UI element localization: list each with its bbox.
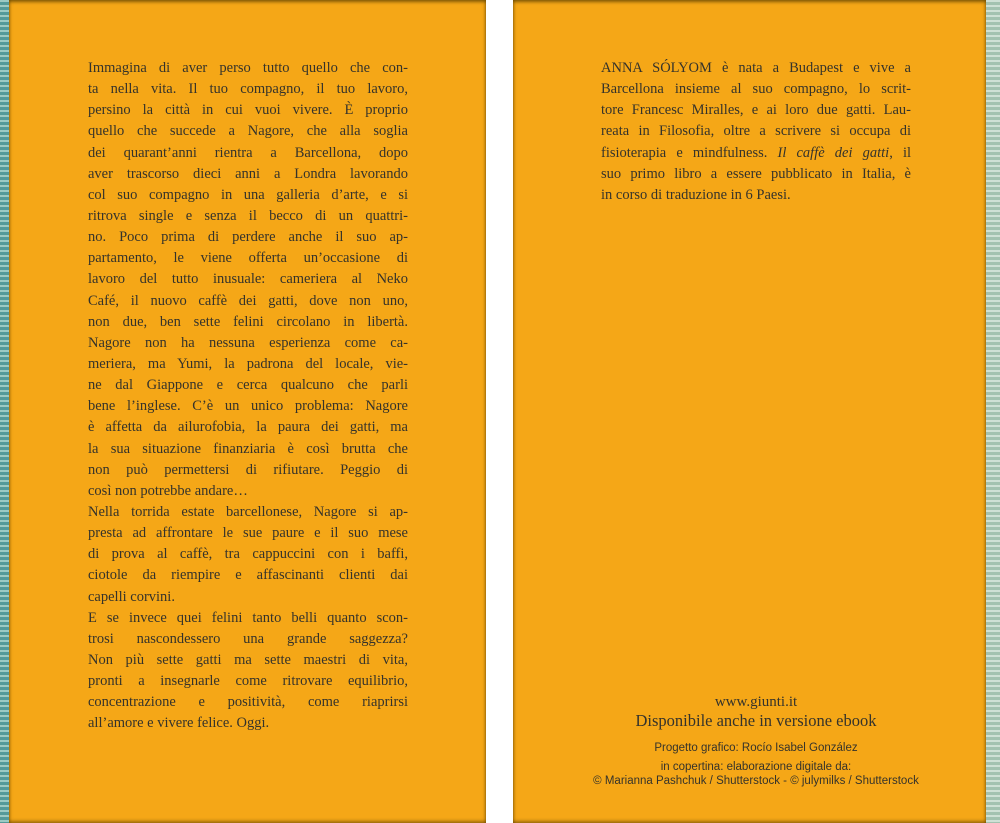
synopsis-line: Nagore non ha nessuna esperienza come ca- xyxy=(88,334,408,351)
synopsis-line: no. Poco prima di perdere anche il suo ap- xyxy=(88,229,408,246)
synopsis-line: presta ad affrontare le sue paure e il suo mese xyxy=(88,525,408,542)
synopsis-line: aver trascorso dieci anni a Londra lavorando xyxy=(88,165,408,182)
bio-line: tore Francesc Miralles, e ai loro due gatti. Lau- xyxy=(601,102,911,119)
synopsis-text xyxy=(88,58,408,735)
author-bio xyxy=(601,58,911,206)
synopsis-line: ta nella vita. Il tuo compagno, il tuo lavoro, xyxy=(88,81,408,98)
synopsis-line: quello che succede a Nagore, che alla soglia xyxy=(88,123,408,140)
bio-lines-after xyxy=(601,164,911,206)
synopsis-line: concentrazione e positività, come riaprirsi xyxy=(88,694,408,711)
synopsis-line: la sua situazione finanziaria è così brutta che xyxy=(88,440,408,457)
bio-line: in corso di traduzione in 6 Paesi. xyxy=(601,186,791,203)
synopsis-line: lavoro del tutto inusuale: cameriera al Neko xyxy=(88,271,408,288)
synopsis-line: pronti a insegnarle come ritrovare equilibrio, xyxy=(88,673,408,690)
bio-line: suo primo libro a essere pubblicato in Italia, è xyxy=(601,165,911,182)
bio-line-segment: , il xyxy=(889,144,911,161)
synopsis-line: all’amore e vivere felice. Oggi. xyxy=(88,715,270,732)
synopsis-line: partamento, le viene offerta un’occasione di xyxy=(88,250,408,267)
publisher-url: www.giunti.it xyxy=(714,694,798,710)
synopsis-line: dei quarant’anni rientra a Barcellona, dopo xyxy=(88,144,408,161)
page-edge-left xyxy=(0,0,9,823)
cover-credit-intro: in copertina: elaborazione digitale da: xyxy=(660,761,852,773)
synopsis-line: non può permettersi di rifiutare. Peggio di xyxy=(88,461,408,478)
book-title-italic: Il caffè dei gatti xyxy=(777,144,890,161)
ebook-availability: Disponibile anche in versione ebook xyxy=(635,711,877,730)
synopsis-line: capelli corvini. xyxy=(88,588,175,605)
synopsis-line: bene l’inglese. C’è un unico problema: Nagore xyxy=(88,398,408,415)
synopsis-line: ritrova single e senza il becco di un quattri- xyxy=(88,207,408,224)
inside-flap-right xyxy=(513,0,986,823)
synopsis-line: col suo compagno in una galleria d’arte, e si xyxy=(88,186,408,203)
synopsis-line: di prova al caffè, tra cappuccini con i baffi, xyxy=(88,546,408,563)
synopsis-line: ciotole da riempire e affascinanti clienti dai xyxy=(88,567,408,584)
synopsis-line: Immagina di aver perso tutto quello che con- xyxy=(88,60,408,76)
synopsis-line: ne dal Giappone e cerca qualcuno che parli xyxy=(88,377,408,394)
synopsis-line: Nella torrida estate barcellonese, Nagore si ap- xyxy=(88,503,408,520)
bio-line-with-title xyxy=(601,143,911,164)
synopsis-line: persino la città in cui vuoi vivere. È proprio xyxy=(88,102,408,119)
synopsis-line: non due, ben sette felini circolano in libertà. xyxy=(88,313,408,330)
bio-line: reata in Filosofia, oltre a scrivere si occupa di xyxy=(601,123,911,140)
synopsis-line: meriera, ma Yumi, la padrona del locale, vie- xyxy=(88,355,408,372)
bio-line: ANNA SÓLYOM è nata a Budapest e vive a xyxy=(601,60,911,76)
inside-flap-left xyxy=(9,0,486,823)
design-credit: Progetto grafico: Rocío Isabel González xyxy=(654,742,858,754)
flap-footer xyxy=(566,693,946,788)
synopsis-line: trosi nascondessero una grande saggezza? xyxy=(88,630,408,647)
bio-line-segment: fisioterapia e mindfulness. xyxy=(601,144,778,161)
synopsis-line: è affetta da ailurofobia, la paura dei gatti, ma xyxy=(88,419,408,436)
synopsis-line: E se invece quei felini tanto belli quanto scon- xyxy=(88,609,408,626)
cover-credit: © Marianna Pashchuk / Shutterstock - © julymilks / Shutterstock xyxy=(593,774,919,787)
synopsis-line: Café, il nuovo caffè dei gatti, dove non uno, xyxy=(88,292,408,309)
bio-lines-before xyxy=(601,58,911,143)
synopsis-line: Non più sette gatti ma sette maestri di vita, xyxy=(88,651,408,668)
bio-line: Barcellona insieme al suo compagno, lo scrit- xyxy=(601,81,911,98)
page-edge-right xyxy=(986,0,1000,823)
synopsis-line: così non potrebbe andare… xyxy=(88,482,248,499)
